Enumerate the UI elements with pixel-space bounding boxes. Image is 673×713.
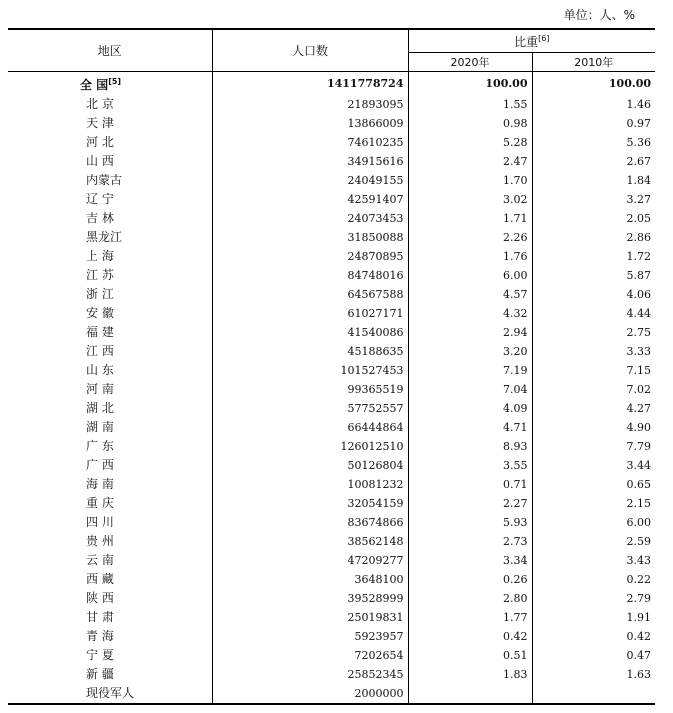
region-cell: 海 南 [86,477,114,491]
table-row [8,513,655,532]
share-2010-cell: 1.63 [532,665,655,684]
population-cell: 38562148 [212,532,408,551]
population-cell: 24870895 [212,247,408,266]
share-2020-cell: 5.93 [408,513,532,532]
share-2020-cell: 2.73 [408,532,532,551]
population-cell: 5923957 [212,627,408,646]
region-cell: 青 海 [86,629,114,643]
share-2010-cell: 1.46 [532,95,655,114]
share-2010-cell: 3.44 [532,456,655,475]
total-region-label: 全 国 [80,78,109,92]
share-2020-cell: 4.09 [408,399,532,418]
region-cell: 西 藏 [86,572,114,586]
share-2020-cell: 7.19 [408,361,532,380]
population-cell: 99365519 [212,380,408,399]
table-row [8,494,655,513]
share-2020-cell: 0.71 [408,475,532,494]
table-row [8,361,655,380]
total-share-2010: 100.00 [532,72,655,96]
population-cell: 24049155 [212,171,408,190]
table-row [8,589,655,608]
share-2010-cell: 7.15 [532,361,655,380]
population-cell: 24073453 [212,209,408,228]
share-2010-cell: 2.05 [532,209,655,228]
share-2010-cell: 2.75 [532,323,655,342]
region-column-header: 地区 [8,29,212,72]
share-2010-cell: 4.90 [532,418,655,437]
total-footnote: [5] [108,77,122,86]
share-2020-cell: 2.26 [408,228,532,247]
share-2020-cell: 1.70 [408,171,532,190]
share-2010-cell: 7.79 [532,437,655,456]
share-2010-cell: 4.27 [532,399,655,418]
population-cell: 61027171 [212,304,408,323]
region-cell: 天 津 [86,116,114,130]
table-row [8,114,655,133]
share-2020-cell: 5.28 [408,133,532,152]
table-row [8,475,655,494]
share-footnote: [6] [538,33,550,43]
share-label: 比重 [514,34,539,49]
total-region [8,72,212,96]
population-cell: 42591407 [212,190,408,209]
share-2010-cell [532,684,655,704]
population-cell: 3648100 [212,570,408,589]
share-2020-cell: 3.34 [408,551,532,570]
share-2010-cell: 1.91 [532,608,655,627]
region-cell: 陕 西 [86,591,114,605]
region-cell: 广 东 [86,439,114,453]
table-row [8,304,655,323]
share-2010-cell: 2.79 [532,589,655,608]
share-2010-cell: 0.47 [532,646,655,665]
region-cell: 宁 夏 [86,648,114,662]
population-cell: 74610235 [212,133,408,152]
share-2010-cell: 0.42 [532,627,655,646]
share-2010-cell: 0.22 [532,570,655,589]
population-cell: 10081232 [212,475,408,494]
table-row [8,456,655,475]
region-cell: 重 庆 [86,496,114,510]
population-cell: 41540086 [212,323,408,342]
population-cell: 2000000 [212,684,408,704]
share-2020-cell: 7.04 [408,380,532,399]
year-2010-header: 2010年 [532,53,655,72]
table-row [8,95,655,114]
share-2020-cell: 1.55 [408,95,532,114]
region-cell: 湖 北 [86,401,114,415]
table-body [8,72,655,705]
population-cell: 21893095 [212,95,408,114]
share-2020-cell: 0.26 [408,570,532,589]
share-2020-cell: 2.80 [408,589,532,608]
table-row [8,608,655,627]
table-row [8,133,655,152]
share-2020-cell: 1.83 [408,665,532,684]
region-cell: 河 北 [86,135,114,149]
population-cell: 31850088 [212,228,408,247]
region-cell: 内蒙古 [86,173,123,187]
region-cell: 山 东 [86,363,114,377]
share-2010-cell: 2.86 [532,228,655,247]
share-2010-cell: 5.36 [532,133,655,152]
region-cell: 黑龙江 [86,230,123,244]
table-row [8,437,655,456]
share-2020-cell: 3.02 [408,190,532,209]
share-2020-cell: 1.71 [408,209,532,228]
population-cell: 25019831 [212,608,408,627]
unit-label: 单位：人、% [563,8,635,22]
share-2020-cell: 6.00 [408,266,532,285]
population-table [8,28,655,705]
table-row [8,228,655,247]
share-2010-cell: 2.15 [532,494,655,513]
table-row [8,266,655,285]
share-2010-cell: 4.06 [532,285,655,304]
population-cell: 34915616 [212,152,408,171]
share-2020-cell: 2.94 [408,323,532,342]
table-row [8,247,655,266]
table-row [8,152,655,171]
region-cell: 广 西 [86,458,114,472]
total-share-2020: 100.00 [408,72,532,96]
population-cell: 101527453 [212,361,408,380]
table-row [8,380,655,399]
share-2010-cell: 0.97 [532,114,655,133]
population-cell: 66444864 [212,418,408,437]
table-row [8,209,655,228]
share-2010-cell: 2.59 [532,532,655,551]
population-cell: 32054159 [212,494,408,513]
total-population: 1411778724 [212,72,408,96]
region-cell: 辽 宁 [86,192,114,206]
share-2020-cell: 2.47 [408,152,532,171]
table-row [8,532,655,551]
region-cell: 河 南 [86,382,114,396]
region-cell: 四 川 [86,515,114,529]
population-column-header: 人口数 [212,29,408,72]
population-cell: 126012510 [212,437,408,456]
table-row [8,627,655,646]
share-2020-cell: 0.51 [408,646,532,665]
share-2010-cell: 5.87 [532,266,655,285]
share-2010-cell: 1.84 [532,171,655,190]
region-cell: 云 南 [86,553,114,567]
region-cell: 江 苏 [86,268,114,282]
population-cell: 25852345 [212,665,408,684]
share-2010-cell: 6.00 [532,513,655,532]
share-2020-cell: 4.57 [408,285,532,304]
region-cell: 贵 州 [86,534,114,548]
population-cell: 57752557 [212,399,408,418]
share-column-header [408,29,655,53]
population-cell: 50126804 [212,456,408,475]
share-2020-cell: 1.77 [408,608,532,627]
table-row [8,684,655,704]
share-2010-cell: 3.43 [532,551,655,570]
table-row [8,285,655,304]
region-cell: 山 西 [86,154,114,168]
share-2020-cell: 3.55 [408,456,532,475]
table-row [8,342,655,361]
region-cell: 安 徽 [86,306,114,320]
population-cell: 7202654 [212,646,408,665]
share-2020-cell: 4.71 [408,418,532,437]
table-row [8,323,655,342]
table-row [8,190,655,209]
population-cell: 39528999 [212,589,408,608]
table-row [8,570,655,589]
table-row [8,551,655,570]
share-2020-cell: 8.93 [408,437,532,456]
table-header [8,29,655,72]
share-2020-cell: 0.98 [408,114,532,133]
share-2020-cell: 4.32 [408,304,532,323]
region-cell: 北 京 [86,97,114,111]
share-2020-cell: 2.27 [408,494,532,513]
population-cell: 64567588 [212,285,408,304]
population-cell: 45188635 [212,342,408,361]
region-cell: 福 建 [86,325,114,339]
share-2010-cell: 0.65 [532,475,655,494]
region-cell: 江 西 [86,344,114,358]
population-cell: 84748016 [212,266,408,285]
population-cell: 83674866 [212,513,408,532]
table-row [8,665,655,684]
share-2010-cell: 2.67 [532,152,655,171]
region-cell: 浙 江 [86,287,114,301]
region-cell: 甘 肃 [86,610,114,624]
share-2020-cell [408,684,532,704]
share-2020-cell: 0.42 [408,627,532,646]
table-row [8,399,655,418]
table-row [8,646,655,665]
table-row [8,171,655,190]
region-cell: 上 海 [86,249,114,263]
share-2020-cell: 3.20 [408,342,532,361]
table-row [8,418,655,437]
region-cell: 吉 林 [86,211,114,225]
year-2020-header: 2020年 [408,53,532,72]
share-2010-cell: 3.33 [532,342,655,361]
share-2010-cell: 1.72 [532,247,655,266]
region-cell: 新 疆 [86,667,114,681]
region-cell: 现役军人 [8,684,212,704]
share-2010-cell: 3.27 [532,190,655,209]
total-row [8,72,655,96]
share-2020-cell: 1.76 [408,247,532,266]
region-cell: 湖 南 [86,420,114,434]
share-2010-cell: 4.44 [532,304,655,323]
population-cell: 47209277 [212,551,408,570]
share-2010-cell: 7.02 [532,380,655,399]
population-cell: 13866009 [212,114,408,133]
